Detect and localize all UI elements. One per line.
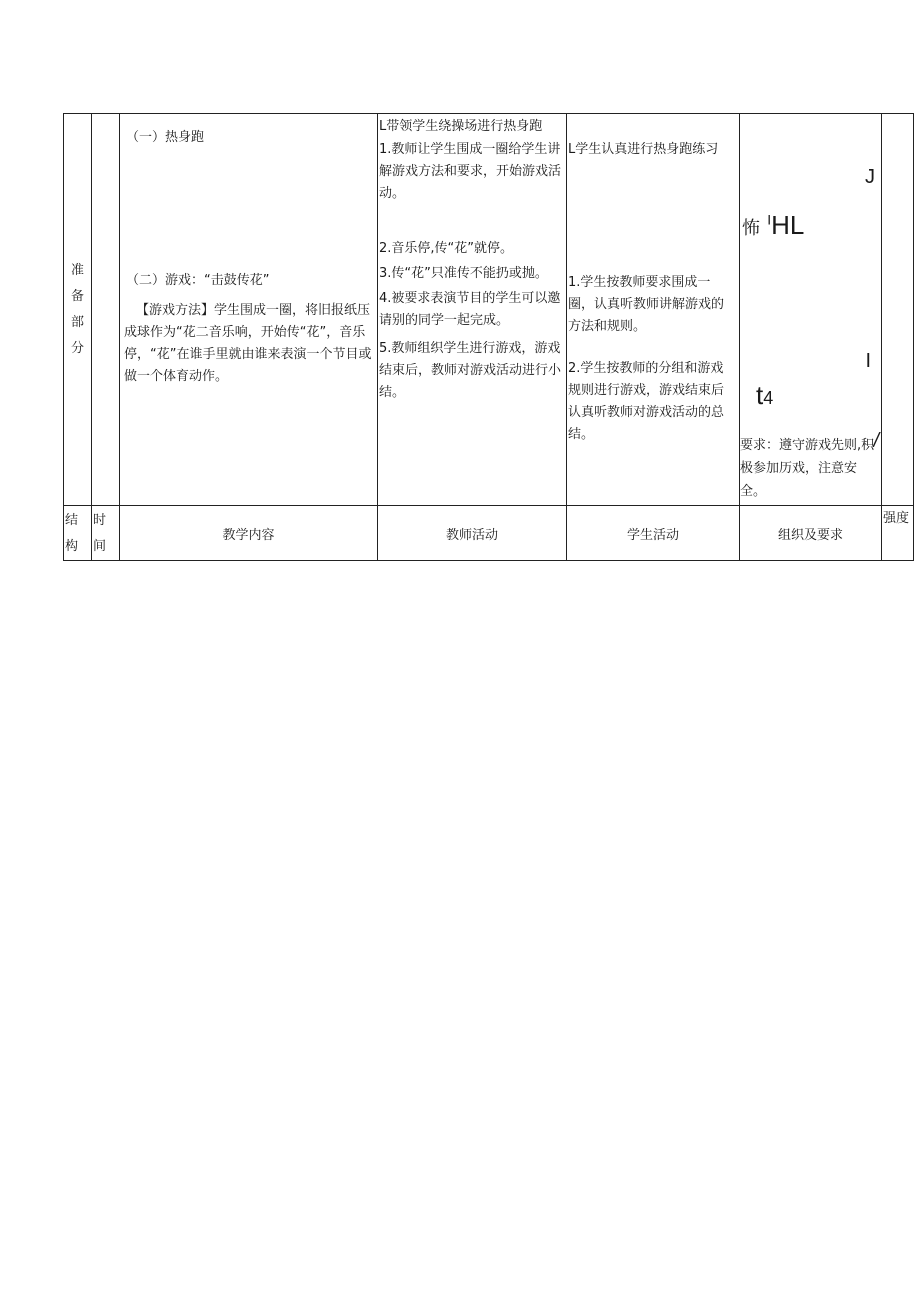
header-student: 学生活动 — [567, 506, 740, 561]
formation-mark-t: t — [756, 380, 764, 410]
header-time-label: 时间 — [93, 513, 107, 554]
student-activity-cell — [567, 114, 740, 506]
teacher-line: 5.教师组织学生进行游戏，游戏结束后，教师对游戏活动进行小结。 — [379, 341, 562, 400]
student-line: L学生认真进行热身跑练习 — [568, 142, 719, 157]
game-method-text: 【游戏方法】学生围成一圈，将旧报纸压成球作为“花二音乐响，开始传“花”，音乐停，“花”在谁手里就由谁来表演一个节目或做一个体育动作。 — [124, 303, 372, 384]
teacher-line: 2.音乐停,传“花”就停。 — [379, 241, 514, 256]
teacher-line: L带领学生绕操场进行热身跑 — [379, 119, 543, 134]
prep-section-row — [64, 114, 914, 506]
header-intensity: 强度 — [882, 506, 914, 561]
warmup-title: （一）热身跑 — [126, 130, 205, 145]
lesson-plan-table — [63, 113, 914, 561]
header-structure-label: 结构 — [65, 513, 79, 554]
content-cell — [120, 114, 378, 506]
formation-mark-t-sub: 4 — [763, 388, 774, 408]
organization-requirement: 要求：遵守游戏先则,积极参加历戏，注意安全。 — [740, 438, 875, 499]
organization-cell — [740, 114, 882, 506]
formation-mark-prefix: 怖 — [742, 218, 760, 238]
student-line: 2.学生按教师的分组和游戏规则进行游戏，游戏结束后认真听教师对游戏活动的总结。 — [568, 361, 725, 442]
teacher-activity-cell — [378, 114, 567, 506]
header-time — [92, 506, 120, 561]
formation-mark-main: HL — [771, 210, 805, 240]
formation-mark-i: I — [865, 350, 871, 372]
header-organization: 组织及要求 — [740, 506, 882, 561]
teacher-line: 1.教师让学生围成一圈给学生讲解游戏方法和要求，开始游戏活动。 — [379, 142, 562, 201]
intensity-cell — [882, 114, 914, 506]
formation-diagram-mark — [742, 210, 804, 241]
header-content: 教学内容 — [120, 506, 378, 561]
section-cell — [64, 114, 92, 506]
time-cell — [92, 114, 120, 506]
teacher-line: 4.被要求表演节目的学生可以邀请别的同学一起完成。 — [379, 291, 561, 328]
section-label: 准备部分 — [70, 262, 84, 356]
header-teacher: 教师活动 — [378, 506, 567, 561]
game-title: （二）游戏：“击鼓传花” — [126, 273, 270, 288]
header-structure — [64, 506, 92, 561]
formation-mark-sup: I — [767, 211, 772, 228]
student-line: 1.学生按教师要求围成一圈，认真听教师讲解游戏的方法和规则。 — [568, 275, 725, 334]
formation-mark-t4 — [756, 380, 773, 411]
formation-mark-j: J — [865, 166, 875, 188]
formation-mark-slash: / — [873, 430, 879, 452]
header-row — [64, 506, 914, 561]
teacher-line: 3.传“花”只准传不能扔或抛。 — [379, 266, 548, 281]
